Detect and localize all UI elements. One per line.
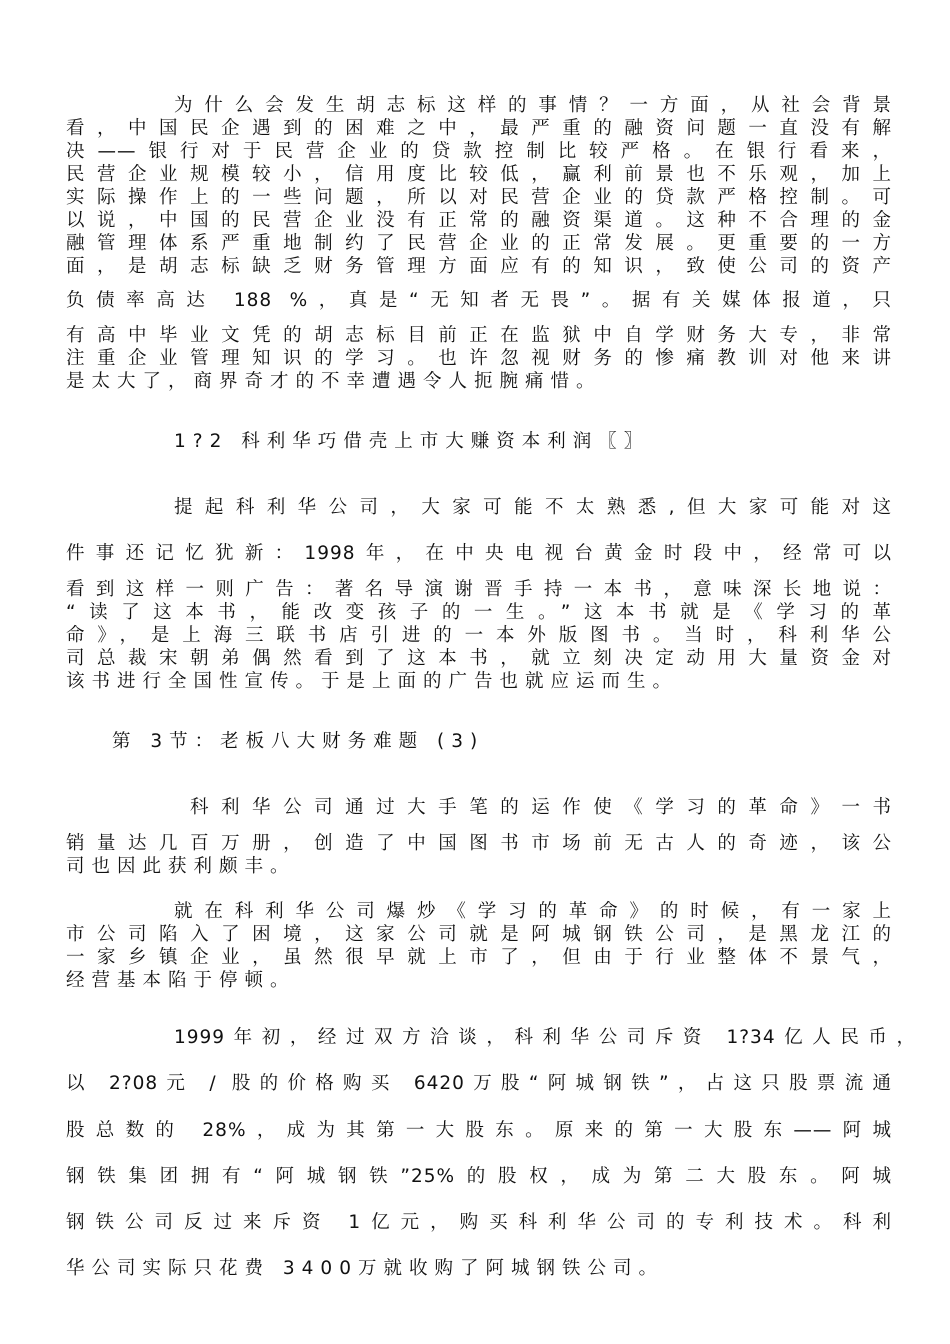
- text-line: 司也因此获利颇丰。: [66, 856, 296, 877]
- section-heading: 第 3节：老板八大财务难题 (3): [112, 731, 485, 752]
- text-line: 一家乡镇企业，虽然很早就上市了，但由于行业整体不景气，: [66, 947, 892, 968]
- text-line: 钢铁集团拥有“阿城钢铁”25%的股权，成为第二大股东。阿城: [66, 1166, 892, 1187]
- text-line: 华公司实际只花费 3400万就收购了阿城钢铁公司。: [66, 1258, 664, 1279]
- text-line: 市公司陷入了困境，这家公司就是阿城钢铁公司，是黑龙江的: [66, 924, 892, 945]
- text-line: 注重企业管理知识的学习。也许忽视财务的惨痛教训对他来讲: [66, 348, 892, 369]
- text-line: 钢铁公司反过来斥资 1亿元，购买科利华公司的专利技术。科利: [66, 1212, 892, 1233]
- text-line: 看，中国民企遇到的困难之中，最严重的融资问题一直没有解: [66, 118, 892, 139]
- text-line: 面，是胡志标缺乏财务管理方面应有的知识，致使公司的资产: [66, 256, 892, 277]
- text-line: “读了这本书，能改变孩子的一生。”这本书就是《学习的革: [66, 602, 892, 623]
- text-line: 命》，是上海三联书店引进的一本外版图书。当时，科利华公: [66, 625, 892, 646]
- text-line: 以说，中国的民营企业没有正常的融资渠道。这种不合理的金: [66, 210, 892, 231]
- text-line: 决——银行对于民营企业的贷款控制比较严格。在银行看来，: [66, 141, 892, 162]
- text-line: 有高中毕业文凭的胡志标目前正在监狱中自学财务大专，非常: [66, 325, 892, 346]
- text-line: 民营企业规模较小，信用度比较低，赢利前景也不乐观，加上: [66, 164, 892, 185]
- text-line: 销量达几百万册，创造了中国图书市场前无古人的奇迹，该公: [66, 833, 892, 854]
- text-line: 以 2?08元 / 股的价格购买 6420万股“阿城钢铁”，占这只股票流通: [66, 1073, 892, 1094]
- text-line: 提起科利华公司，大家可能不太熟悉,但大家可能对这: [174, 497, 892, 518]
- text-line: 股总数的 28%，成为其第一大股东。原来的第一大股东——阿城: [66, 1120, 892, 1141]
- text-line: 实际操作上的一些问题，所以对民营企业的贷款严格控制。可: [66, 187, 892, 208]
- section-heading: 1?2 科利华巧借壳上市大赚资本利润〖〗: [174, 431, 650, 452]
- text-line: 融管理体系严重地制约了民营企业的正常发展。更重要的一方: [66, 233, 892, 254]
- text-line: 1999年初，经过双方洽谈，科利华公司斥资 1?34亿人民币，: [174, 1027, 916, 1048]
- text-line: 该书进行全国性宣传。于是上面的广告也就应运而生。: [66, 671, 679, 692]
- text-line: 司总裁宋朝弟偶然看到了这本书，就立刻决定动用大量资金对: [66, 648, 892, 669]
- text-line: 件事还记忆犹新：1998年，在中央电视台黄金时段中，经常可以: [66, 543, 892, 564]
- text-line: 经营基本陷于停顿。: [66, 970, 296, 991]
- text-line: 科利华公司通过大手笔的运作使《学习的革命》一书: [190, 797, 892, 818]
- text-line: 就在科利华公司爆炒《学习的革命》的时候，有一家上: [174, 901, 892, 922]
- text-line: 为什么会发生胡志标这样的事情？一方面，从社会背景: [174, 95, 892, 116]
- text-line: 负债率高达 188 %，真是“无知者无畏”。据有关媒体报道，只: [66, 290, 892, 311]
- text-line: 看到这样一则广告：著名导演谢晋手持一本书，意味深长地说：: [66, 579, 892, 600]
- text-line: 是太大了，商界奇才的不幸遭遇令人扼腕痛惜。: [66, 371, 602, 392]
